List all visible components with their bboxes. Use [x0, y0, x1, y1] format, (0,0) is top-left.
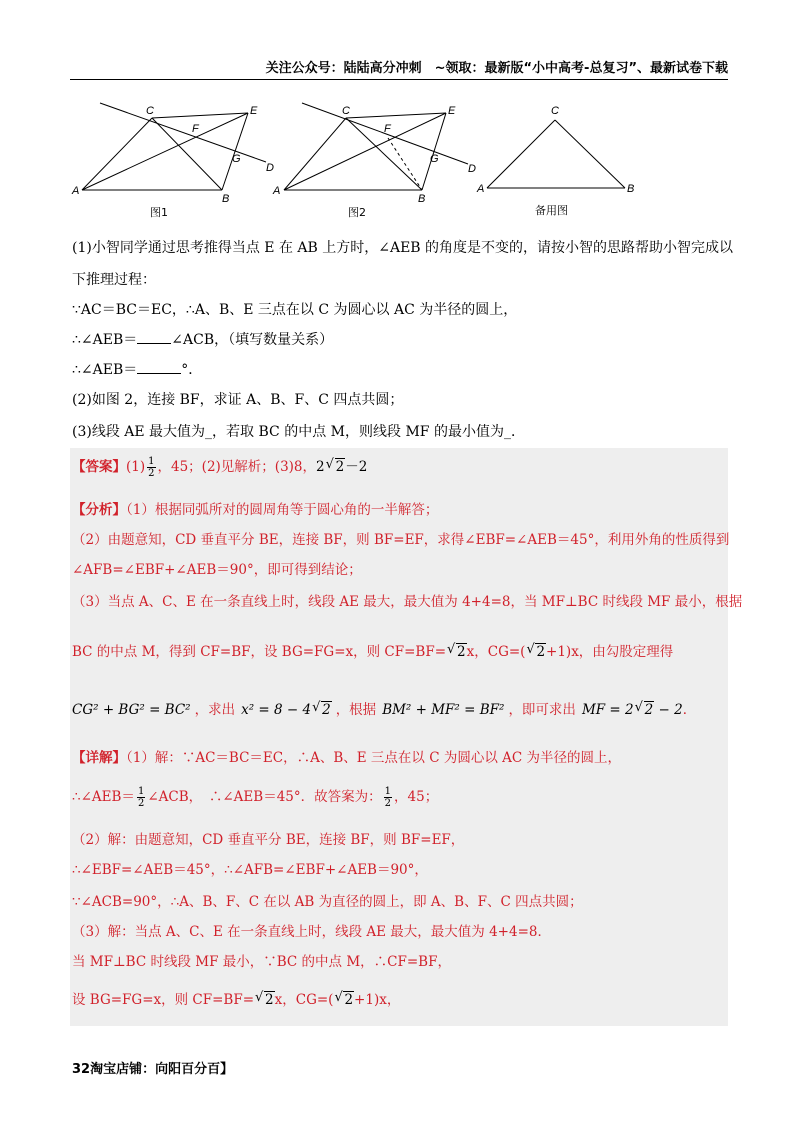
question-part1-line2: 下推理过程： [72, 272, 156, 288]
analysis-line2: （2）由题意知，CD 垂直平分 BE，连接 BF，则 BF=EF，求得∠EBF=∠AEB＝45°，利用外角的性质得到 [72, 532, 730, 548]
analysis-line5: BC 的中点 M，得到 CF=BF，设 BG=FG=x，则 CF=BF=√ 2x，CG=(√ 2+1)x，由勾股定理得 [72, 642, 673, 662]
detail-line5: ∵∠ACB=90°，∴A、B、F、C 在以 AB 为直径的圆上，即 A、B、F、C 四点共圆； [72, 894, 583, 910]
detail-line6: （3）解：当点 A、C、E 在一条直线上时，线段 AE 最大，最大值为 4+4=8． [72, 924, 551, 940]
detail-line2: ∴∠AEB＝ $\frac{1}{2}$ ∠ACB， ∴∠AEB＝45°．故答案为： $\frac{1}{2}$ ，45； [72, 786, 439, 809]
question-part3: (3)线段 AE 最大值为_，若取 BC 的中点 M，则线段 MF 的最小值为_． [72, 424, 525, 440]
fig3-caption: 备用图 [535, 204, 568, 217]
analysis-line6: CG² + BG² = BC² ，求出 x² = 8 − 4√ 2 ，根据 BM² + MF² = BF² ，即可求出 MF = 2√ 2 − 2． [72, 700, 696, 720]
fig2-caption: 图2 [348, 206, 366, 219]
answer-part3: 2√ 2－2 [316, 459, 367, 475]
page-footer: 32淘宝店铺：向阳百分百】 [72, 1062, 234, 1077]
detail-line7: 当 MF⊥BC 时线段 MF 最小，∵BC 的中点 M，∴CF=BF， [72, 954, 451, 970]
question-part1-line4 [72, 330, 333, 350]
detail-line1: 【详解】（1）解：∵AC＝BC＝EC，∴A、B、E 三点在以 C 为圆心以 AC 为半径的圆上， [72, 750, 621, 766]
detail-line3: （2）解：由题意知，CD 垂直平分 BE，连接 BF，则 BF=EF， [72, 832, 465, 848]
question-part1-line1: (1)小智同学通过思考推得当点 E 在 AB 上方时，∠AEB 的角度是不变的，请按小智的思路帮助小智完成以 [72, 240, 734, 256]
fig1-caption: 图1 [150, 206, 168, 219]
question-part1-line5 [72, 360, 202, 380]
fig1-label-b: B [222, 193, 230, 205]
figure-1 [70, 98, 274, 223]
q-line5-post: °． [181, 362, 203, 378]
analysis-line1: 【分析】（1）根据同弧所对的圆周角等于圆心角的一半解答； [72, 502, 439, 518]
fig1-label-g: G [232, 153, 241, 165]
fig2-label-d: D [468, 163, 476, 175]
q-line5-pre: ∴∠AEB＝ [72, 362, 138, 378]
page-header: 关注公众号：陆陆高分冲刺 ~领取：最新版“小中高考-总复习”、最新试卷下载 [70, 57, 728, 80]
detail-tag: 【详解】 [72, 750, 126, 766]
analysis-line3: ∠AFB=∠EBF+∠AEB＝90°，即可得到结论； [72, 562, 362, 578]
fig2-label-c: C [342, 105, 350, 117]
answer-part1: (1) [126, 459, 146, 475]
analysis-tag: 【分析】 [72, 502, 126, 518]
analysis-line4: （3）当点 A、C、E 在一条直线上时，线段 AE 最大，最大值为 4+4=8，当 MF⊥BC 时线段 MF 最小，根据 [72, 594, 743, 610]
answer-blank-2[interactable] [137, 361, 181, 374]
detail-line4: ∴∠EBF=∠AEB＝45°，∴∠AFB=∠EBF+∠AEB＝90°， [72, 862, 428, 878]
q-line4-pre: ∴∠AEB＝ [72, 332, 138, 348]
question-part1-line3: ∵AC＝BC＝EC，∴A、B、E 三点在以 C 为圆心以 AC 为半径的圆上， [72, 302, 518, 318]
fig1-label-a: A [72, 185, 80, 197]
fig2-label-f: F [384, 123, 391, 135]
figure-3 [475, 98, 655, 223]
fig3-label-a: A [477, 183, 485, 195]
detail-line8: 设 BG=FG=x，则 CF=BF=√ 2x，CG=(√ 2+1)x， [72, 990, 400, 1010]
figure-row [70, 98, 730, 223]
fig1-label-d: D [266, 162, 274, 174]
fig3-label-c: C [551, 105, 559, 117]
fig1-label-f: F [192, 123, 199, 135]
fig1-label-c: C [146, 105, 154, 117]
question-part2: (2)如图 2，连接 BF，求证 A、B、F、C 四点共圆； [72, 392, 404, 408]
answer-part2: ，45；(2)见解析；(3)8， [157, 459, 317, 475]
answer-fraction: $\frac{1}{2}$ [148, 456, 155, 479]
fig2-label-b: B [418, 193, 426, 205]
q-line4-post: ∠ACB，（填写数量关系） [171, 332, 334, 348]
answer-blank-1[interactable] [137, 331, 171, 344]
figure-2 [270, 98, 480, 223]
fig3-label-b: B [627, 183, 635, 195]
fig2-label-a: A [273, 185, 281, 197]
answer-line [72, 456, 367, 479]
fig2-label-e: E [448, 105, 456, 117]
fig2-label-g: G [430, 153, 439, 165]
fig1-label-e: E [250, 105, 258, 117]
answer-tag: 【答案】 [72, 459, 126, 475]
